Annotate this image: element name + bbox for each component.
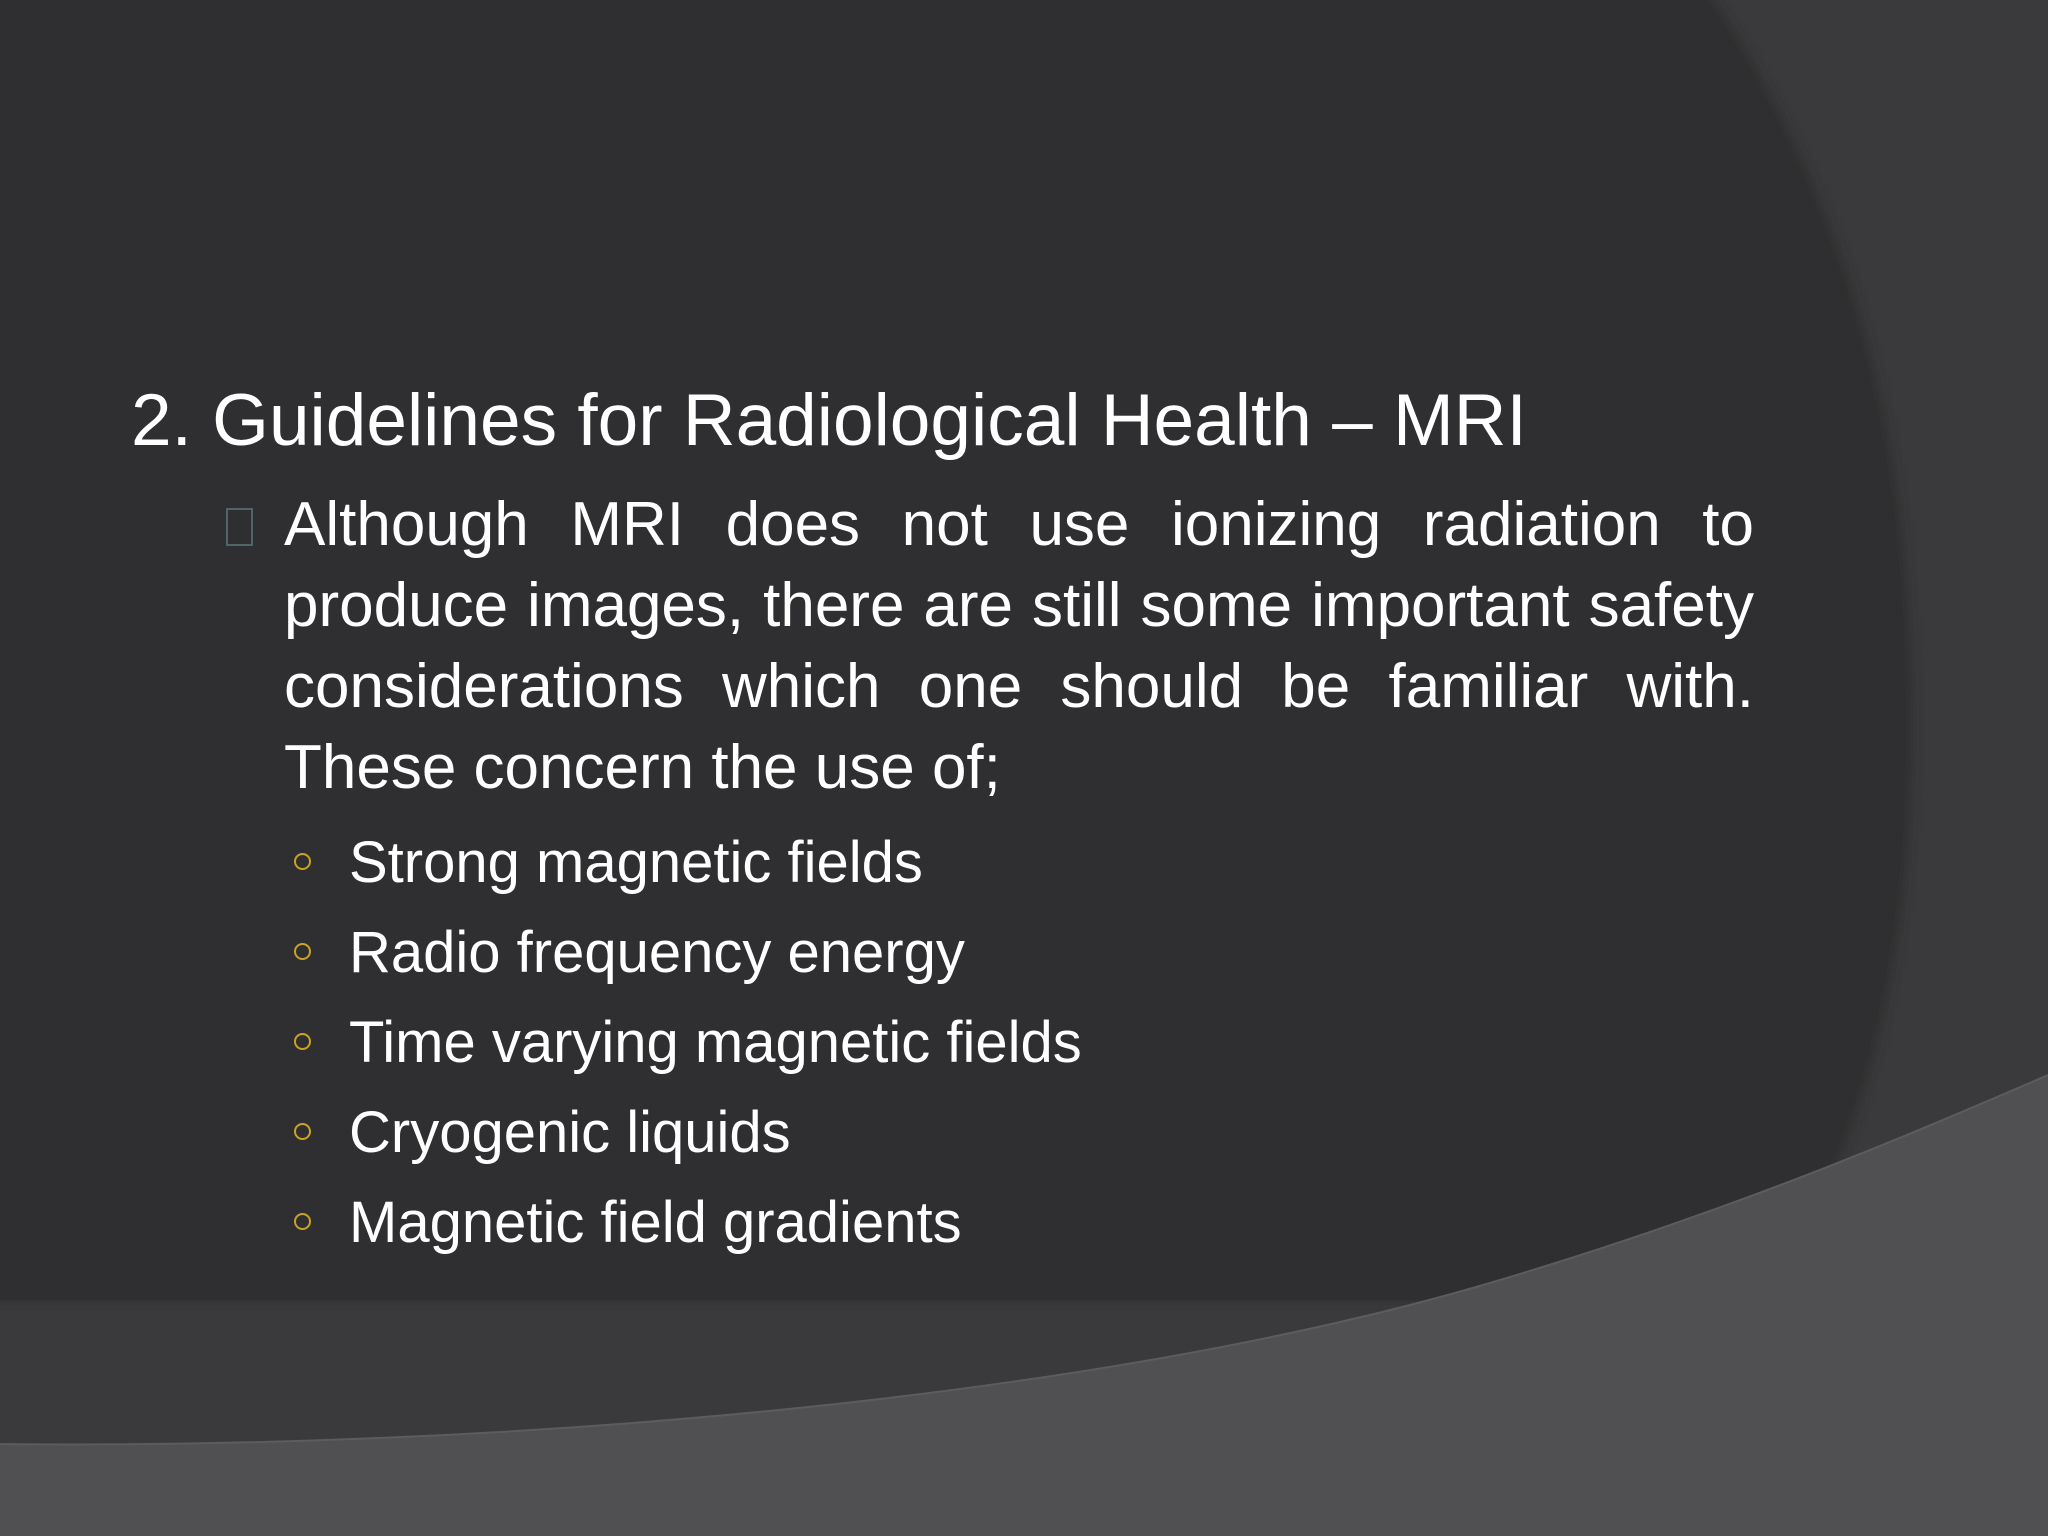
list-item xyxy=(294,998,1082,1088)
circle-bullet-icon xyxy=(294,1033,311,1050)
list-item-label: Time varying magnetic fields xyxy=(349,1010,1082,1075)
circle-bullet-icon xyxy=(294,1213,311,1230)
list-item xyxy=(294,1088,1082,1178)
main-bullet-text: Although MRI does not use ionizing radiation to produce images, there are still some important safety considerations which one should be familiar with. These concern the use of; xyxy=(284,490,1754,802)
list-item-label: Radio frequency energy xyxy=(349,920,965,985)
list-item-label: Cryogenic liquids xyxy=(349,1100,791,1165)
list-item xyxy=(294,818,1082,908)
sub-bullet-list xyxy=(294,818,1082,1268)
square-bullet-icon xyxy=(226,508,253,546)
list-item xyxy=(294,1178,1082,1268)
main-bullet xyxy=(284,484,1754,808)
circle-bullet-icon xyxy=(294,853,311,870)
list-item-label: Strong magnetic fields xyxy=(349,830,923,895)
slide-title: 2. Guidelines for Radiological Health – MRI xyxy=(131,380,1527,461)
list-item xyxy=(294,908,1082,998)
list-item-label: Magnetic field gradients xyxy=(349,1190,962,1255)
circle-bullet-icon xyxy=(294,1123,311,1140)
circle-bullet-icon xyxy=(294,943,311,960)
